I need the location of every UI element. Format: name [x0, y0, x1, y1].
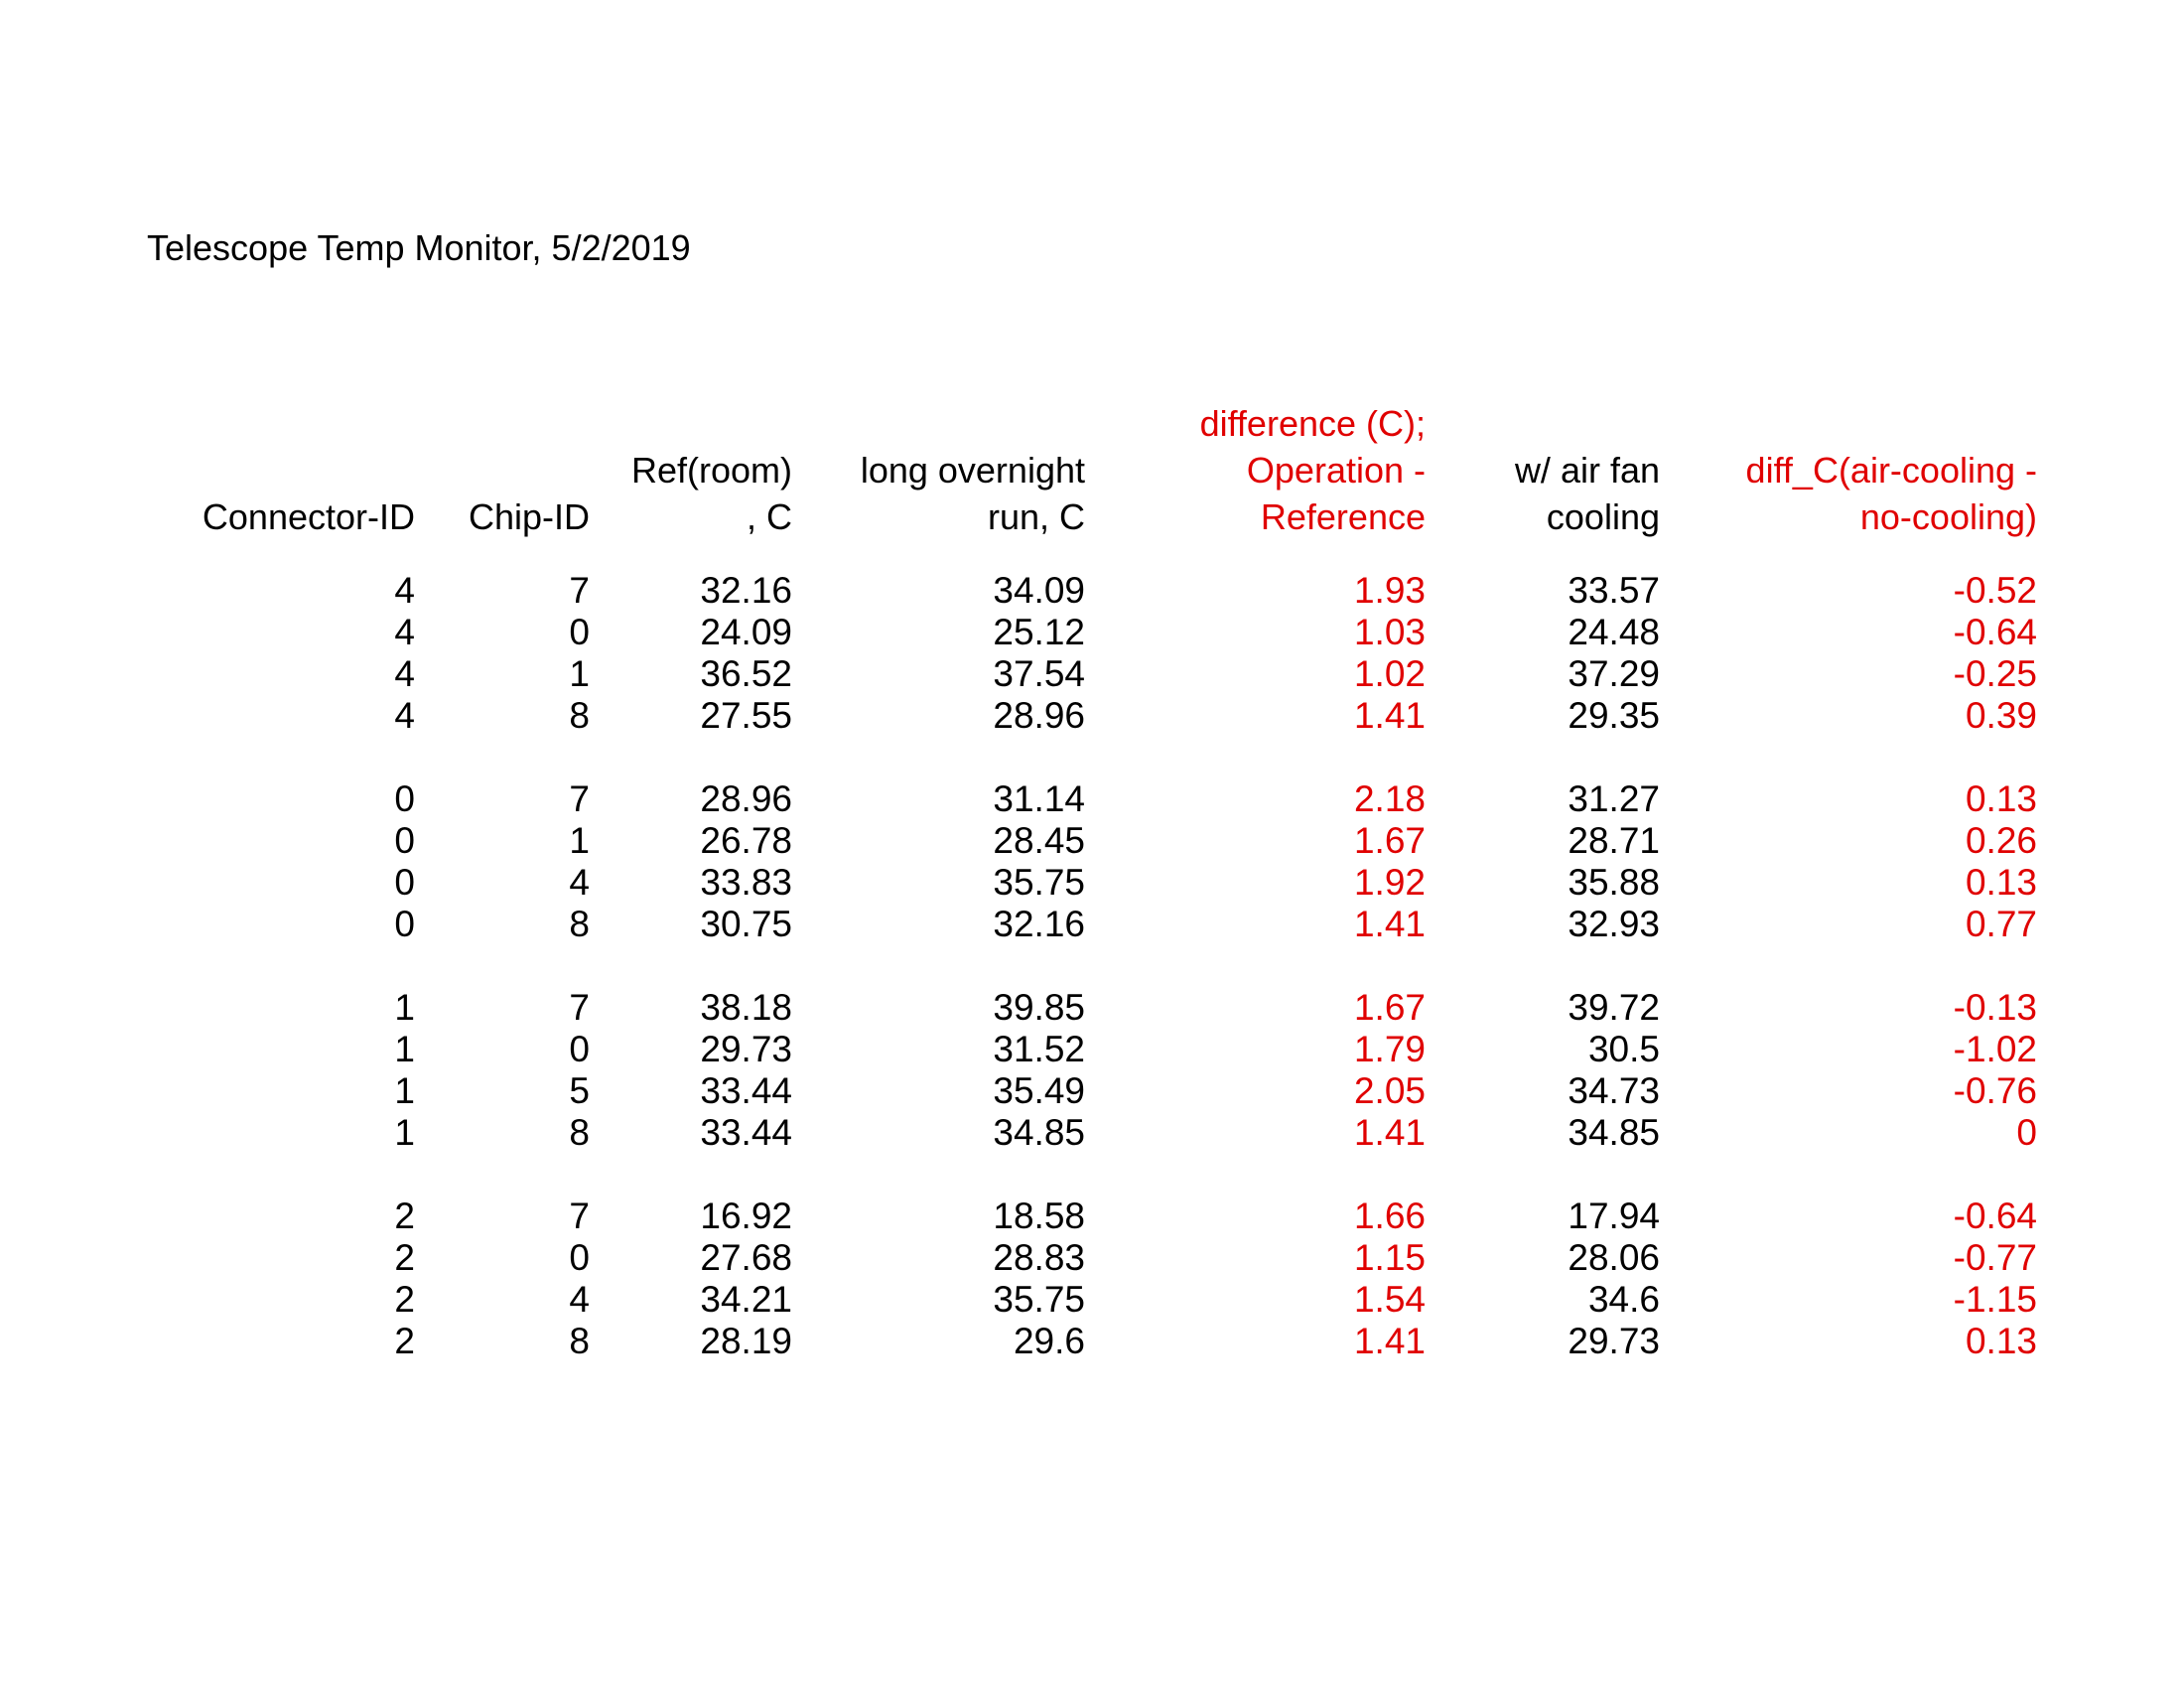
cell-ref-room: 38.18 — [700, 987, 792, 1028]
cell-air-fan: 34.73 — [1568, 1070, 1660, 1111]
cell-ref-room: 36.52 — [700, 653, 792, 694]
cell-chip-id: 7 — [569, 570, 590, 611]
cell-connector-id: 4 — [394, 612, 415, 652]
table-row — [0, 1112, 2184, 1154]
cell-connector-id: 2 — [394, 1279, 415, 1320]
cell-ref-room: 34.21 — [700, 1279, 792, 1320]
cell-difference: 1.41 — [1353, 695, 1426, 736]
cell-air-fan: 34.85 — [1568, 1112, 1660, 1153]
cell-difference: 1.93 — [1353, 570, 1426, 611]
cell-chip-id: 8 — [569, 904, 590, 944]
document-title: Telescope Temp Monitor, 5/2/2019 — [147, 227, 691, 268]
header-line: Connector-ID — [202, 496, 415, 537]
cell-ref-room: 28.19 — [700, 1321, 792, 1361]
cell-long-overnight: 34.09 — [993, 570, 1085, 611]
cell-difference: 1.02 — [1353, 653, 1426, 694]
cell-difference: 1.41 — [1353, 1321, 1426, 1361]
cell-connector-id: 0 — [394, 820, 415, 861]
cell-ref-room: 27.55 — [700, 695, 792, 736]
cell-chip-id: 4 — [569, 862, 590, 903]
header-difference — [1092, 393, 1426, 540]
cell-diff-c: -0.25 — [1953, 653, 2037, 694]
table-row — [0, 1196, 2184, 1237]
cell-long-overnight: 28.96 — [993, 695, 1085, 736]
cell-long-overnight: 18.58 — [993, 1196, 1085, 1236]
table-row — [0, 987, 2184, 1029]
cell-connector-id: 4 — [394, 653, 415, 694]
table-row — [0, 1070, 2184, 1112]
table-row — [0, 820, 2184, 862]
cell-long-overnight: 31.52 — [993, 1029, 1085, 1069]
cell-diff-c: -1.15 — [1953, 1279, 2037, 1320]
cell-difference: 2.05 — [1353, 1070, 1426, 1111]
cell-ref-room: 26.78 — [700, 820, 792, 861]
cell-connector-id: 0 — [394, 778, 415, 819]
table-body — [0, 570, 2184, 1404]
cell-air-fan: 29.73 — [1568, 1321, 1660, 1361]
table-row — [0, 1237, 2184, 1279]
cell-difference: 1.03 — [1353, 612, 1426, 652]
cell-difference: 1.67 — [1353, 987, 1426, 1028]
cell-air-fan: 30.5 — [1587, 1029, 1660, 1069]
header-line: Ref(room) — [630, 450, 792, 491]
header-line: cooling — [1546, 496, 1660, 537]
cell-long-overnight: 39.85 — [993, 987, 1085, 1028]
table-row — [0, 778, 2184, 820]
cell-air-fan: 32.93 — [1568, 904, 1660, 944]
cell-long-overnight: 32.16 — [993, 904, 1085, 944]
cell-long-overnight: 35.75 — [993, 1279, 1085, 1320]
cell-air-fan: 37.29 — [1568, 653, 1660, 694]
cell-ref-room: 29.73 — [700, 1029, 792, 1069]
cell-ref-room: 24.09 — [700, 612, 792, 652]
cell-ref-room: 33.83 — [700, 862, 792, 903]
cell-ref-room: 30.75 — [700, 904, 792, 944]
cell-connector-id: 2 — [394, 1321, 415, 1361]
cell-difference: 1.66 — [1353, 1196, 1426, 1236]
cell-connector-id: 1 — [394, 1112, 415, 1153]
header-line: difference (C); — [1199, 403, 1426, 444]
header-long-overnight — [794, 393, 1085, 540]
cell-air-fan: 31.27 — [1568, 778, 1660, 819]
table-row — [0, 653, 2184, 695]
cell-long-overnight: 31.14 — [993, 778, 1085, 819]
header-line: Operation - — [1246, 450, 1426, 491]
cell-chip-id: 7 — [569, 987, 590, 1028]
cell-diff-c: -0.64 — [1953, 1196, 2037, 1236]
row-group — [0, 778, 2184, 945]
cell-air-fan: 33.57 — [1568, 570, 1660, 611]
cell-diff-c: 0.13 — [1965, 1321, 2037, 1361]
table-row — [0, 570, 2184, 612]
cell-long-overnight: 25.12 — [993, 612, 1085, 652]
cell-chip-id: 5 — [569, 1070, 590, 1111]
cell-ref-room: 27.68 — [700, 1237, 792, 1278]
cell-diff-c: -0.52 — [1953, 570, 2037, 611]
cell-diff-c: 0.26 — [1965, 820, 2037, 861]
cell-ref-room: 33.44 — [700, 1070, 792, 1111]
cell-long-overnight: 28.83 — [993, 1237, 1085, 1278]
cell-difference: 1.15 — [1353, 1237, 1426, 1278]
header-air-fan — [1430, 393, 1660, 540]
header-diff-c — [1668, 393, 2037, 540]
table-row — [0, 862, 2184, 904]
header-line: w/ air fan — [1514, 450, 1660, 491]
cell-diff-c: -0.64 — [1953, 612, 2037, 652]
cell-connector-id: 1 — [394, 987, 415, 1028]
cell-connector-id: 0 — [394, 862, 415, 903]
cell-ref-room: 33.44 — [700, 1112, 792, 1153]
cell-difference: 1.79 — [1353, 1029, 1426, 1069]
cell-connector-id: 4 — [394, 695, 415, 736]
cell-long-overnight: 28.45 — [993, 820, 1085, 861]
cell-chip-id: 7 — [569, 778, 590, 819]
cell-difference: 1.41 — [1353, 904, 1426, 944]
cell-long-overnight: 34.85 — [993, 1112, 1085, 1153]
cell-diff-c: 0.13 — [1965, 862, 2037, 903]
cell-diff-c: -1.02 — [1953, 1029, 2037, 1069]
header-line: diff_C(air-cooling - — [1745, 450, 2037, 491]
cell-connector-id: 1 — [394, 1070, 415, 1111]
header-line: Reference — [1260, 496, 1426, 537]
header-line: run, C — [987, 496, 1085, 537]
header-chip-id — [417, 393, 590, 540]
header-line: , C — [746, 496, 792, 537]
cell-air-fan: 29.35 — [1568, 695, 1660, 736]
table-row — [0, 1029, 2184, 1070]
cell-air-fan: 28.06 — [1568, 1237, 1660, 1278]
cell-diff-c: 0.77 — [1965, 904, 2037, 944]
row-group — [0, 987, 2184, 1154]
cell-ref-room: 28.96 — [700, 778, 792, 819]
row-group — [0, 570, 2184, 737]
cell-chip-id: 8 — [569, 695, 590, 736]
header-line: Chip-ID — [468, 496, 590, 537]
cell-chip-id: 0 — [569, 1237, 590, 1278]
cell-diff-c: 0 — [2016, 1112, 2037, 1153]
header-line: long overnight — [860, 450, 1085, 491]
cell-diff-c: -0.13 — [1953, 987, 2037, 1028]
cell-long-overnight: 37.54 — [993, 653, 1085, 694]
cell-air-fan: 24.48 — [1568, 612, 1660, 652]
cell-connector-id: 0 — [394, 904, 415, 944]
cell-connector-id: 4 — [394, 570, 415, 611]
cell-chip-id: 1 — [569, 653, 590, 694]
cell-air-fan: 28.71 — [1568, 820, 1660, 861]
table-row — [0, 612, 2184, 653]
cell-connector-id: 1 — [394, 1029, 415, 1069]
row-group — [0, 1196, 2184, 1362]
table-row — [0, 695, 2184, 737]
cell-chip-id: 0 — [569, 1029, 590, 1069]
header-line: no-cooling) — [1859, 496, 2037, 537]
cell-connector-id: 2 — [394, 1237, 415, 1278]
cell-ref-room: 32.16 — [700, 570, 792, 611]
cell-chip-id: 8 — [569, 1112, 590, 1153]
cell-diff-c: 0.39 — [1965, 695, 2037, 736]
cell-diff-c: -0.76 — [1953, 1070, 2037, 1111]
cell-air-fan: 34.6 — [1587, 1279, 1660, 1320]
cell-ref-room: 16.92 — [700, 1196, 792, 1236]
cell-difference: 1.92 — [1353, 862, 1426, 903]
cell-difference: 1.54 — [1353, 1279, 1426, 1320]
cell-connector-id: 2 — [394, 1196, 415, 1236]
cell-chip-id: 4 — [569, 1279, 590, 1320]
table-row — [0, 1321, 2184, 1362]
cell-chip-id: 7 — [569, 1196, 590, 1236]
cell-difference: 2.18 — [1353, 778, 1426, 819]
cell-air-fan: 17.94 — [1568, 1196, 1660, 1236]
cell-difference: 1.41 — [1353, 1112, 1426, 1153]
table-row — [0, 904, 2184, 945]
cell-chip-id: 1 — [569, 820, 590, 861]
cell-air-fan: 35.88 — [1568, 862, 1660, 903]
header-connector-id — [139, 393, 415, 540]
header-ref-room — [596, 393, 792, 540]
cell-long-overnight: 35.49 — [993, 1070, 1085, 1111]
cell-chip-id: 0 — [569, 612, 590, 652]
cell-diff-c: -0.77 — [1953, 1237, 2037, 1278]
cell-air-fan: 39.72 — [1568, 987, 1660, 1028]
cell-chip-id: 8 — [569, 1321, 590, 1361]
table-row — [0, 1279, 2184, 1321]
cell-diff-c: 0.13 — [1965, 778, 2037, 819]
cell-long-overnight: 35.75 — [993, 862, 1085, 903]
cell-long-overnight: 29.6 — [1013, 1321, 1085, 1361]
cell-difference: 1.67 — [1353, 820, 1426, 861]
